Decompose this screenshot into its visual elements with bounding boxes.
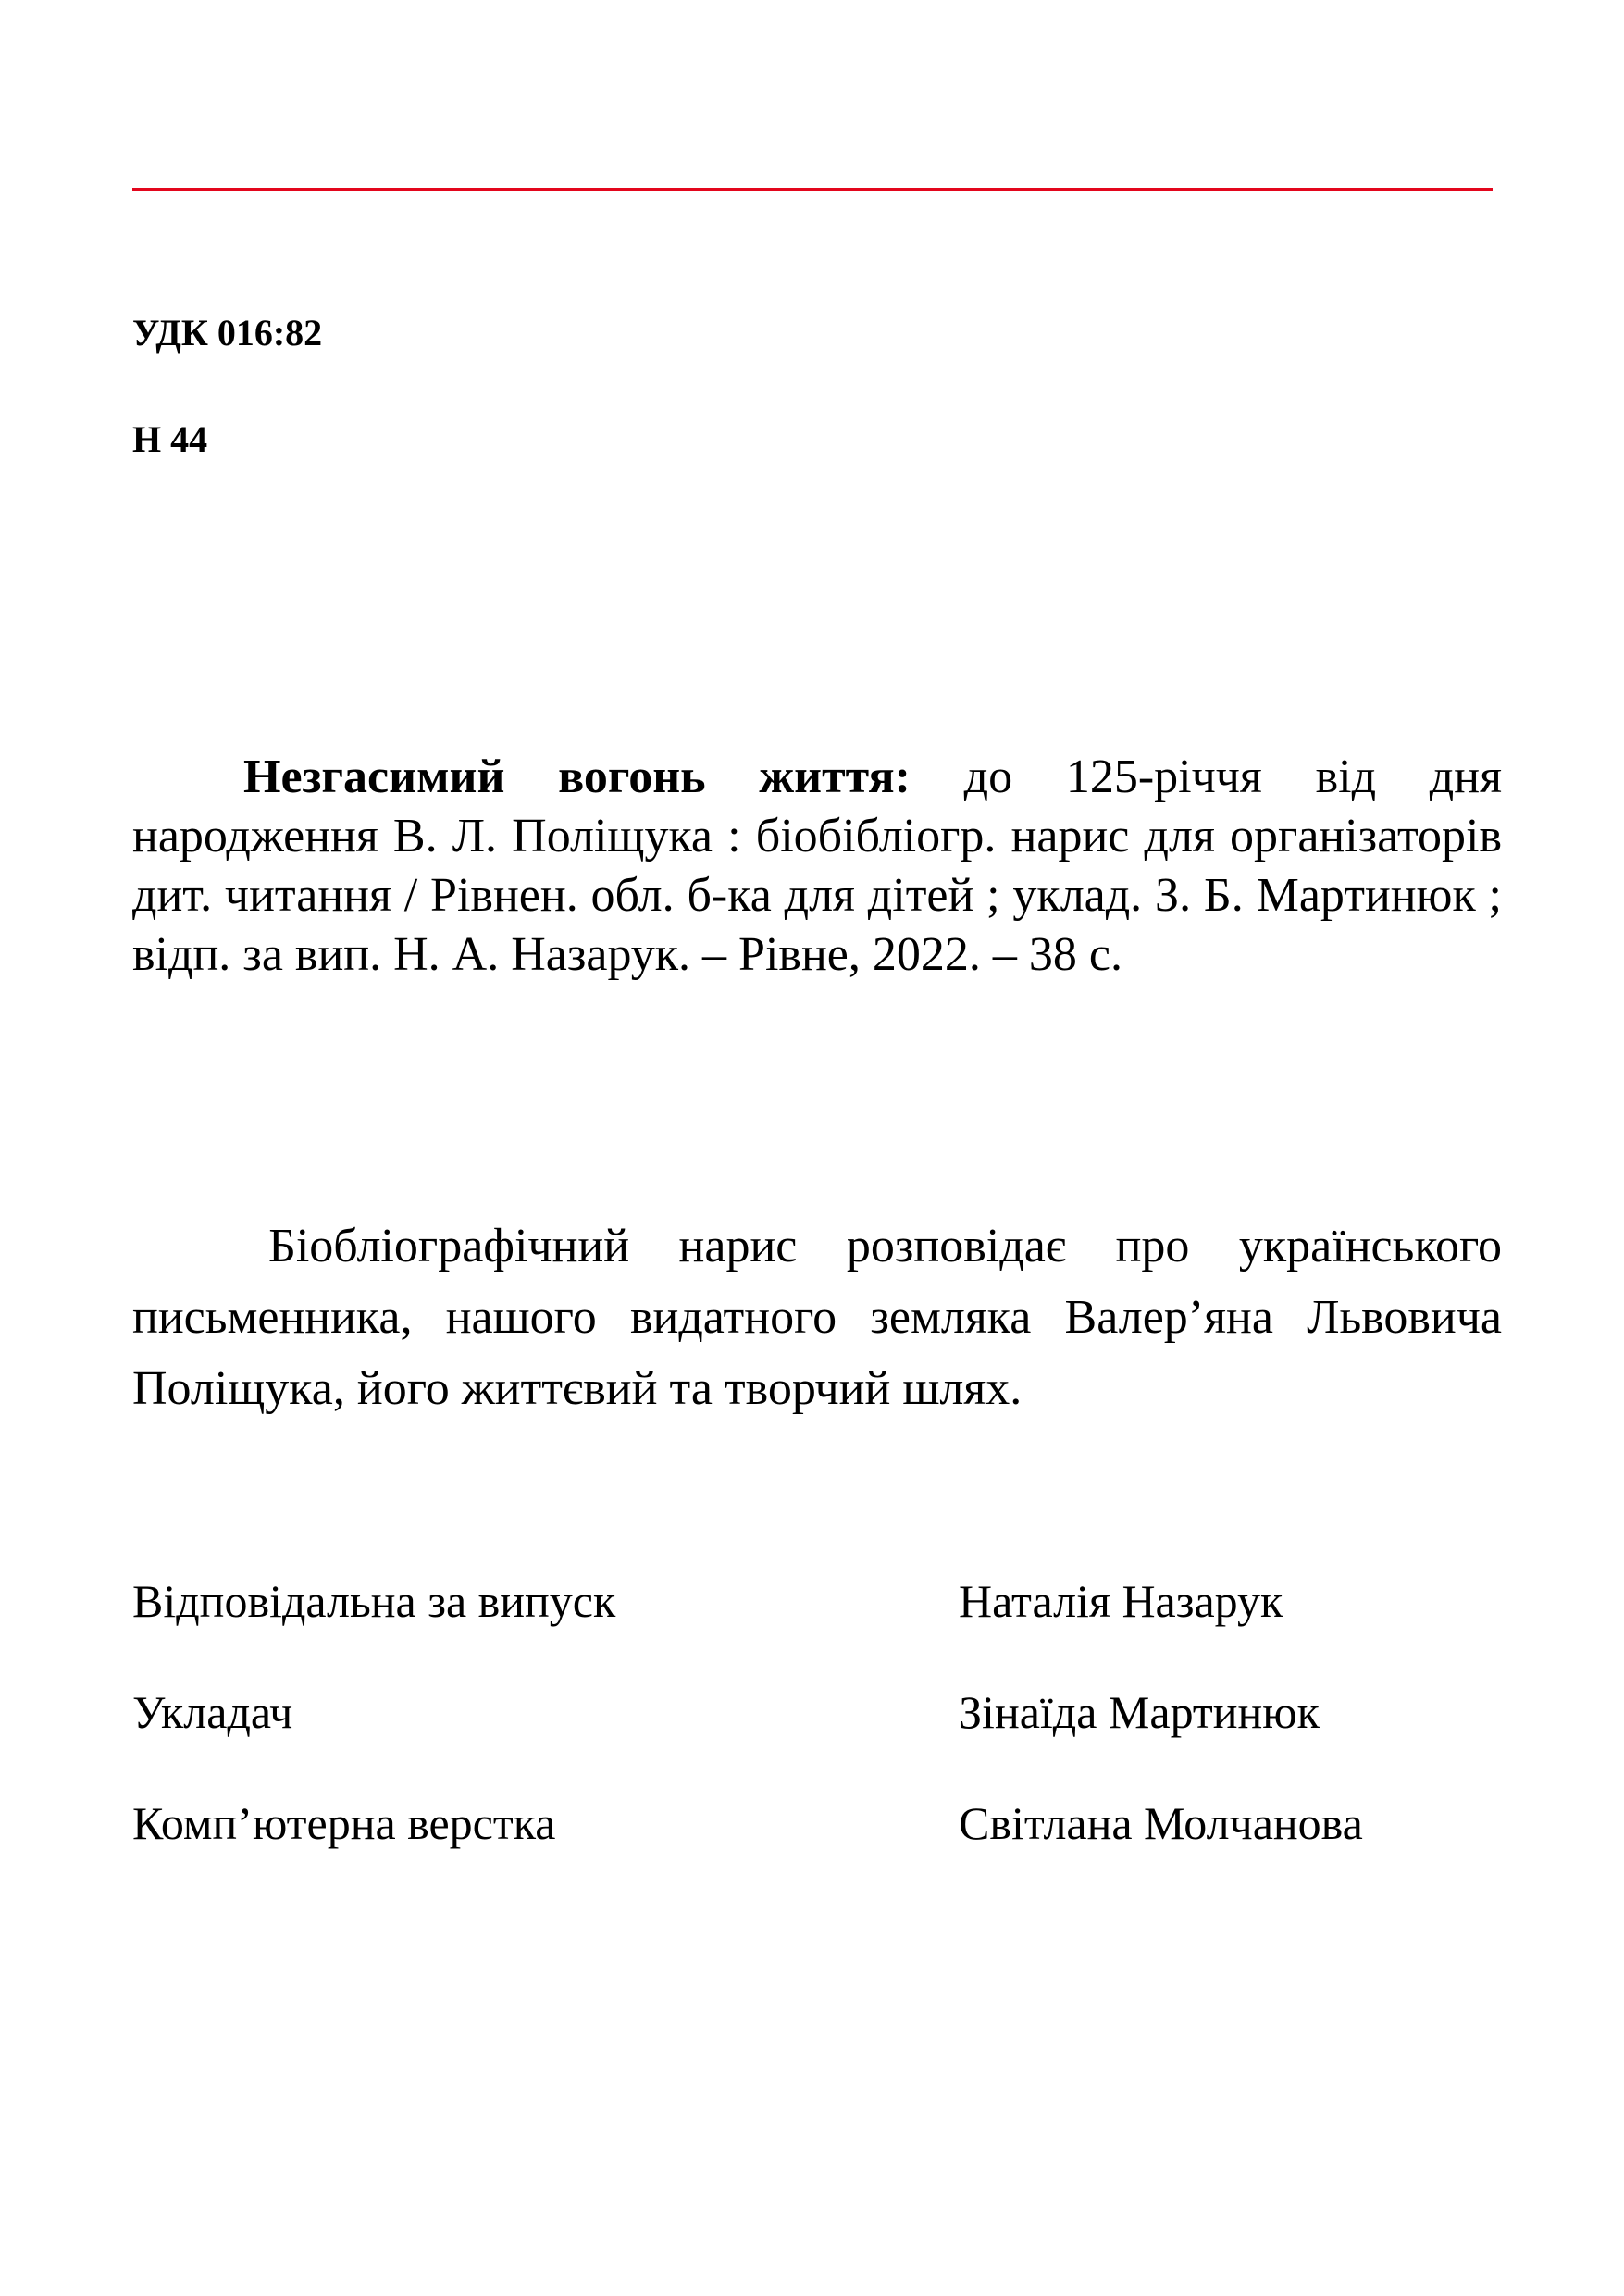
bibliographic-citation bbox=[132, 748, 1502, 985]
citation-text: до 125-річчя від дня народження В. Л. Поліщука : біобібліогр. нарис для організаторів дит. читання / Рівнен. обл. б-ка для дітей ; уклад. З. Б. Мартинюк ; відп. за вип. Н. А. Назарук. – Рівне, 2022. – 38 с. bbox=[132, 751, 1502, 981]
credit-row-compiler bbox=[132, 1684, 1502, 1740]
credit-name: Світлана Молчанова bbox=[959, 1797, 1363, 1849]
author-mark: Н 44 bbox=[132, 418, 208, 460]
udk-code: УДК 016:82 bbox=[132, 312, 323, 354]
credit-row-editor bbox=[132, 1573, 1502, 1629]
credit-role: Укладач bbox=[132, 1686, 293, 1738]
citation-title: Незгасимий вогонь життя: bbox=[243, 751, 911, 803]
credit-name: Наталія Назарук bbox=[959, 1575, 1283, 1627]
credit-row-layout bbox=[132, 1795, 1502, 1851]
top-red-rule bbox=[132, 188, 1493, 191]
annotation-paragraph: Біобліографічний нарис розповідає про українського письменника, нашого видатного земляка Валер’яна Львовича Поліщука, його життєвий та творчий шлях. bbox=[132, 1220, 1502, 1415]
credit-role: Відповідальна за випуск bbox=[132, 1575, 616, 1627]
credit-name: Зінаїда Мартинюк bbox=[959, 1686, 1320, 1738]
credit-role: Комп’ютерна верстка bbox=[132, 1797, 556, 1849]
